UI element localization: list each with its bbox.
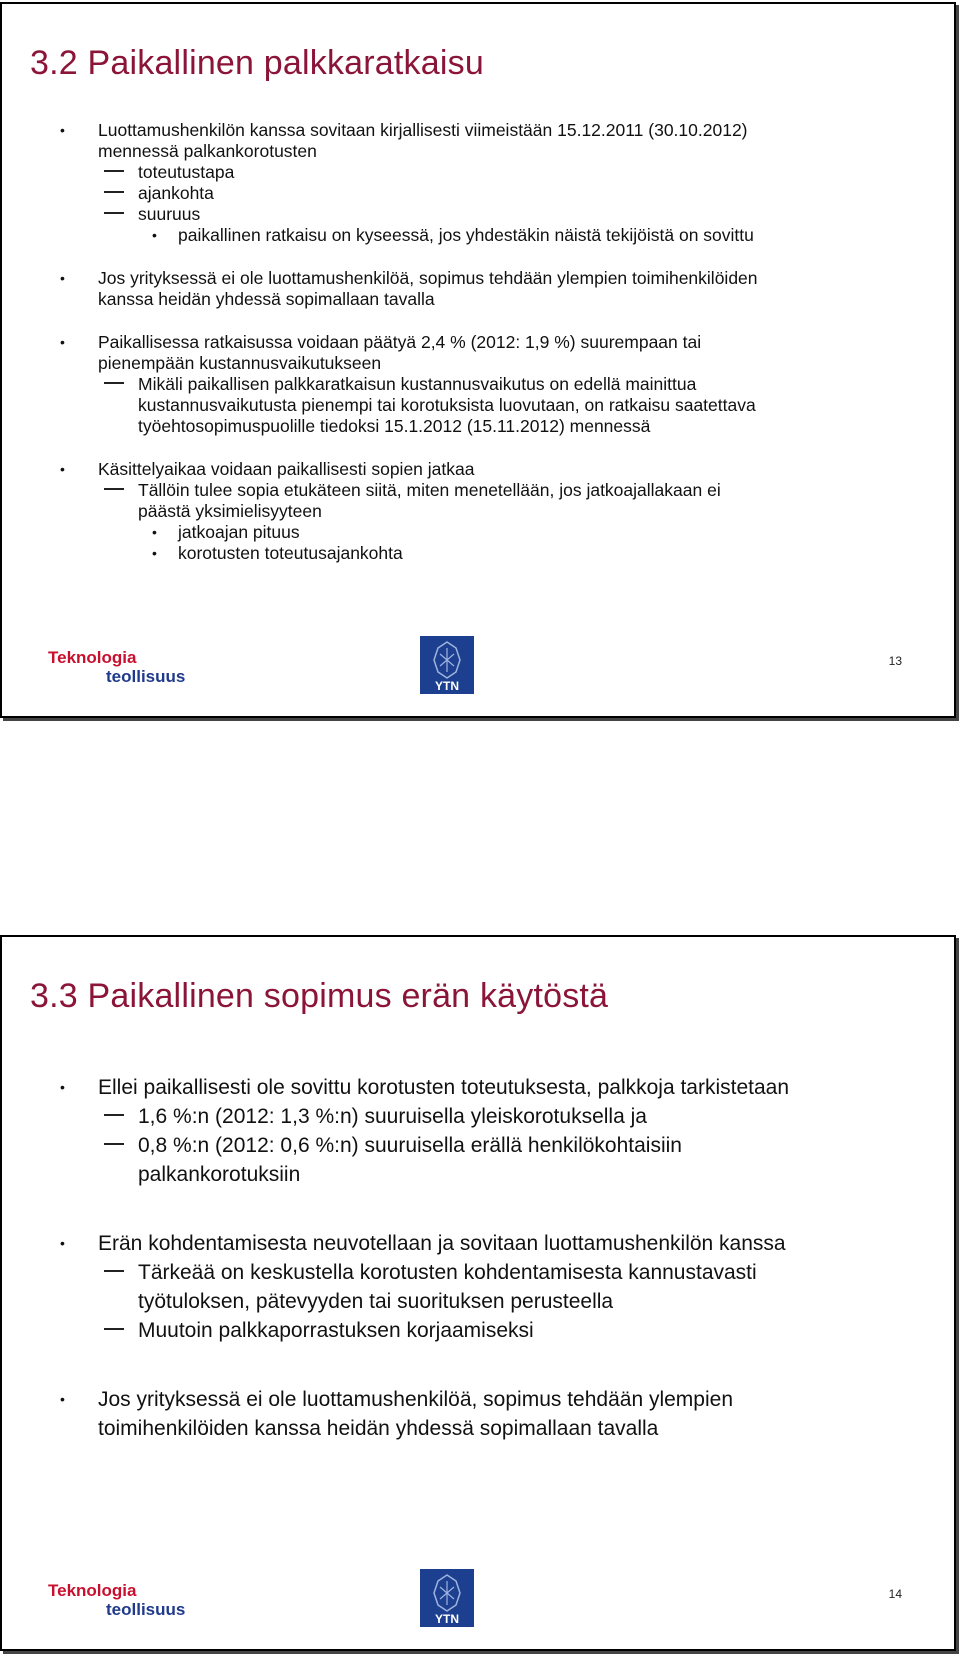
list-item-text: paikallinen ratkaisu on kyseessä, jos yhdestäkin näistä tekijöistä on sovittu (178, 225, 754, 245)
teknologiateollisuus-logo (48, 646, 208, 686)
list-item-text: Erän kohdentamisesta neuvotellaan ja sovitaan luottamushenkilön kanssa (98, 1232, 786, 1255)
dash-icon (104, 212, 124, 214)
list-item (60, 1258, 904, 1287)
dash-marker (104, 162, 124, 183)
spacer (60, 246, 904, 268)
list-item-text: Ellei paikallisesti ole sovittu korotusten toteutuksesta, palkkoja tarkistetaan (98, 1076, 790, 1099)
list-item (60, 183, 904, 204)
list-item (60, 543, 904, 564)
list-item (60, 162, 904, 183)
bullet-icon: • (60, 270, 65, 286)
bullet-icon: • (152, 545, 157, 561)
bullet-icon: • (60, 334, 65, 350)
bullet-icon: • (60, 1235, 65, 1251)
slide-14 (0, 935, 956, 1651)
list-item (60, 225, 904, 246)
bullet-icon: • (152, 227, 157, 243)
list-item-text: Tärkeää on keskustella korotusten kohdentamisesta kannustavasti (138, 1261, 757, 1284)
list-item-text: toimihenkilöiden kanssa heidän yhdessä sopimallaan tavalla (98, 1417, 659, 1440)
list-item (60, 1131, 904, 1160)
slide-13 (0, 2, 956, 718)
slide-title: 3.2 Paikallinen palkkaratkaisu (30, 44, 484, 82)
list-item (60, 1229, 904, 1258)
list-item-text: Jos yrityksessä ei ole luottamushenkilöä, sopimus tehdään ylempien (98, 1388, 733, 1411)
list-item-text: Jos yrityksessä ei ole luottamushenkilöä, sopimus tehdään ylempien toimihenkilöiden (98, 268, 758, 288)
list-item-text: Muutoin palkkaporrastuksen korjaamiseksi (138, 1319, 534, 1342)
list-item-text: kanssa heidän yhdessä sopimallaan tavalla (98, 289, 435, 309)
dash-marker (104, 1102, 124, 1131)
bullet-icon: • (60, 461, 65, 477)
list-item (60, 522, 904, 543)
spacer (60, 1345, 904, 1385)
list-item (60, 480, 904, 501)
dash-marker (104, 1258, 124, 1287)
list-item-text: työehtosopimuspuolille tiedoksi 15.1.2012 (15.11.2012) mennessä (138, 416, 651, 436)
dash-icon (104, 1143, 124, 1145)
list-item (60, 501, 904, 522)
dash-icon (104, 1270, 124, 1272)
list-item-text: toteutustapa (138, 162, 235, 182)
list-item-text: jatkoajan pituus (178, 522, 300, 542)
dash-icon (104, 191, 124, 193)
dash-icon (104, 1328, 124, 1330)
slide-content (60, 120, 904, 564)
list-item (60, 204, 904, 225)
bullet-icon: • (60, 122, 65, 138)
list-item-text: palkankorotuksiin (138, 1163, 301, 1186)
slide-title: 3.3 Paikallinen sopimus erän käytöstä (30, 977, 609, 1015)
spacer (60, 1189, 904, 1229)
list-item (60, 289, 904, 310)
logo-text-teollisuus: teollisuus (106, 667, 186, 686)
dash-marker (104, 183, 124, 204)
bullet-icon: • (152, 524, 157, 540)
bullet-icon: • (60, 1391, 65, 1407)
list-item (60, 459, 904, 480)
list-item-text: Paikallisessa ratkaisussa voidaan päätyä 2,4 % (2012: 1,9 %) suurempaan tai (98, 332, 702, 352)
list-item-text: suuruus (138, 204, 201, 224)
bullet-icon: • (60, 1079, 65, 1095)
page-number: 14 (888, 1587, 902, 1601)
list-item-text: 0,8 %:n (2012: 0,6 %:n) suuruisella erällä henkilökohtaisiin (138, 1134, 682, 1157)
slide-footer (2, 1569, 954, 1649)
dash-icon (104, 1114, 124, 1116)
list-item-text: ajankohta (138, 183, 214, 203)
list-item-text: Luottamushenkilön kanssa sovitaan kirjallisesti viimeistään 15.12.2011 (30.10.2012) (98, 120, 748, 140)
dash-marker (104, 480, 124, 501)
teknologiateollisuus-logo (48, 1579, 208, 1619)
list-item (60, 268, 904, 289)
list-item-text: pienempään kustannusvaikutukseen (98, 353, 382, 373)
ytn-text: YTN (435, 679, 459, 693)
list-item (60, 1102, 904, 1131)
list-item (60, 353, 904, 374)
logo-text-teknologia: Teknologia (48, 648, 137, 667)
dash-icon (104, 488, 124, 490)
list-item (60, 416, 904, 437)
logo-text-teknologia: Teknologia (48, 1581, 137, 1600)
ytn-logo (420, 636, 474, 694)
list-item-text: Käsittelyaikaa voidaan paikallisesti sopien jatkaa (98, 459, 475, 479)
list-item (60, 1316, 904, 1345)
list-item-text: Tällöin tulee sopia etukäteen siitä, miten menetellään, jos jatkoajallakaan ei (138, 480, 721, 500)
list-item (60, 141, 904, 162)
list-item-text: työtuloksen, pätevyyden tai suorituksen perusteella (138, 1290, 614, 1313)
ytn-logo (420, 1569, 474, 1627)
list-item-text: päästä yksimielisyyteen (138, 501, 322, 521)
slide-footer (2, 636, 954, 716)
list-item (60, 120, 904, 141)
dash-marker (104, 1131, 124, 1160)
list-item-text: Mikäli paikallisen palkkaratkaisun kustannusvaikutus on edellä mainittua (138, 374, 697, 394)
list-item (60, 1160, 904, 1189)
dash-marker (104, 204, 124, 225)
spacer (60, 310, 904, 332)
dash-icon (104, 170, 124, 172)
slide-content (60, 1073, 904, 1443)
list-item (60, 332, 904, 353)
dash-icon (104, 382, 124, 384)
list-item-text: kustannusvaikutusta pienempi tai korotuksista luovutaan, on ratkaisu saatettava (138, 395, 756, 415)
list-item-text: 1,6 %:n (2012: 1,3 %:n) suuruisella yleiskorotuksella ja (138, 1105, 647, 1128)
list-item (60, 1073, 904, 1102)
list-item-text: mennessä palkankorotusten (98, 141, 317, 161)
list-item (60, 395, 904, 416)
ytn-text: YTN (435, 1612, 459, 1626)
list-item-text: korotusten toteutusajankohta (178, 543, 403, 563)
dash-marker (104, 374, 124, 395)
list-item (60, 1287, 904, 1316)
dash-marker (104, 1316, 124, 1345)
list-item (60, 374, 904, 395)
spacer (60, 437, 904, 459)
page-number: 13 (888, 654, 902, 668)
list-item (60, 1385, 904, 1414)
list-item (60, 1414, 904, 1443)
logo-text-teollisuus: teollisuus (106, 1600, 186, 1619)
